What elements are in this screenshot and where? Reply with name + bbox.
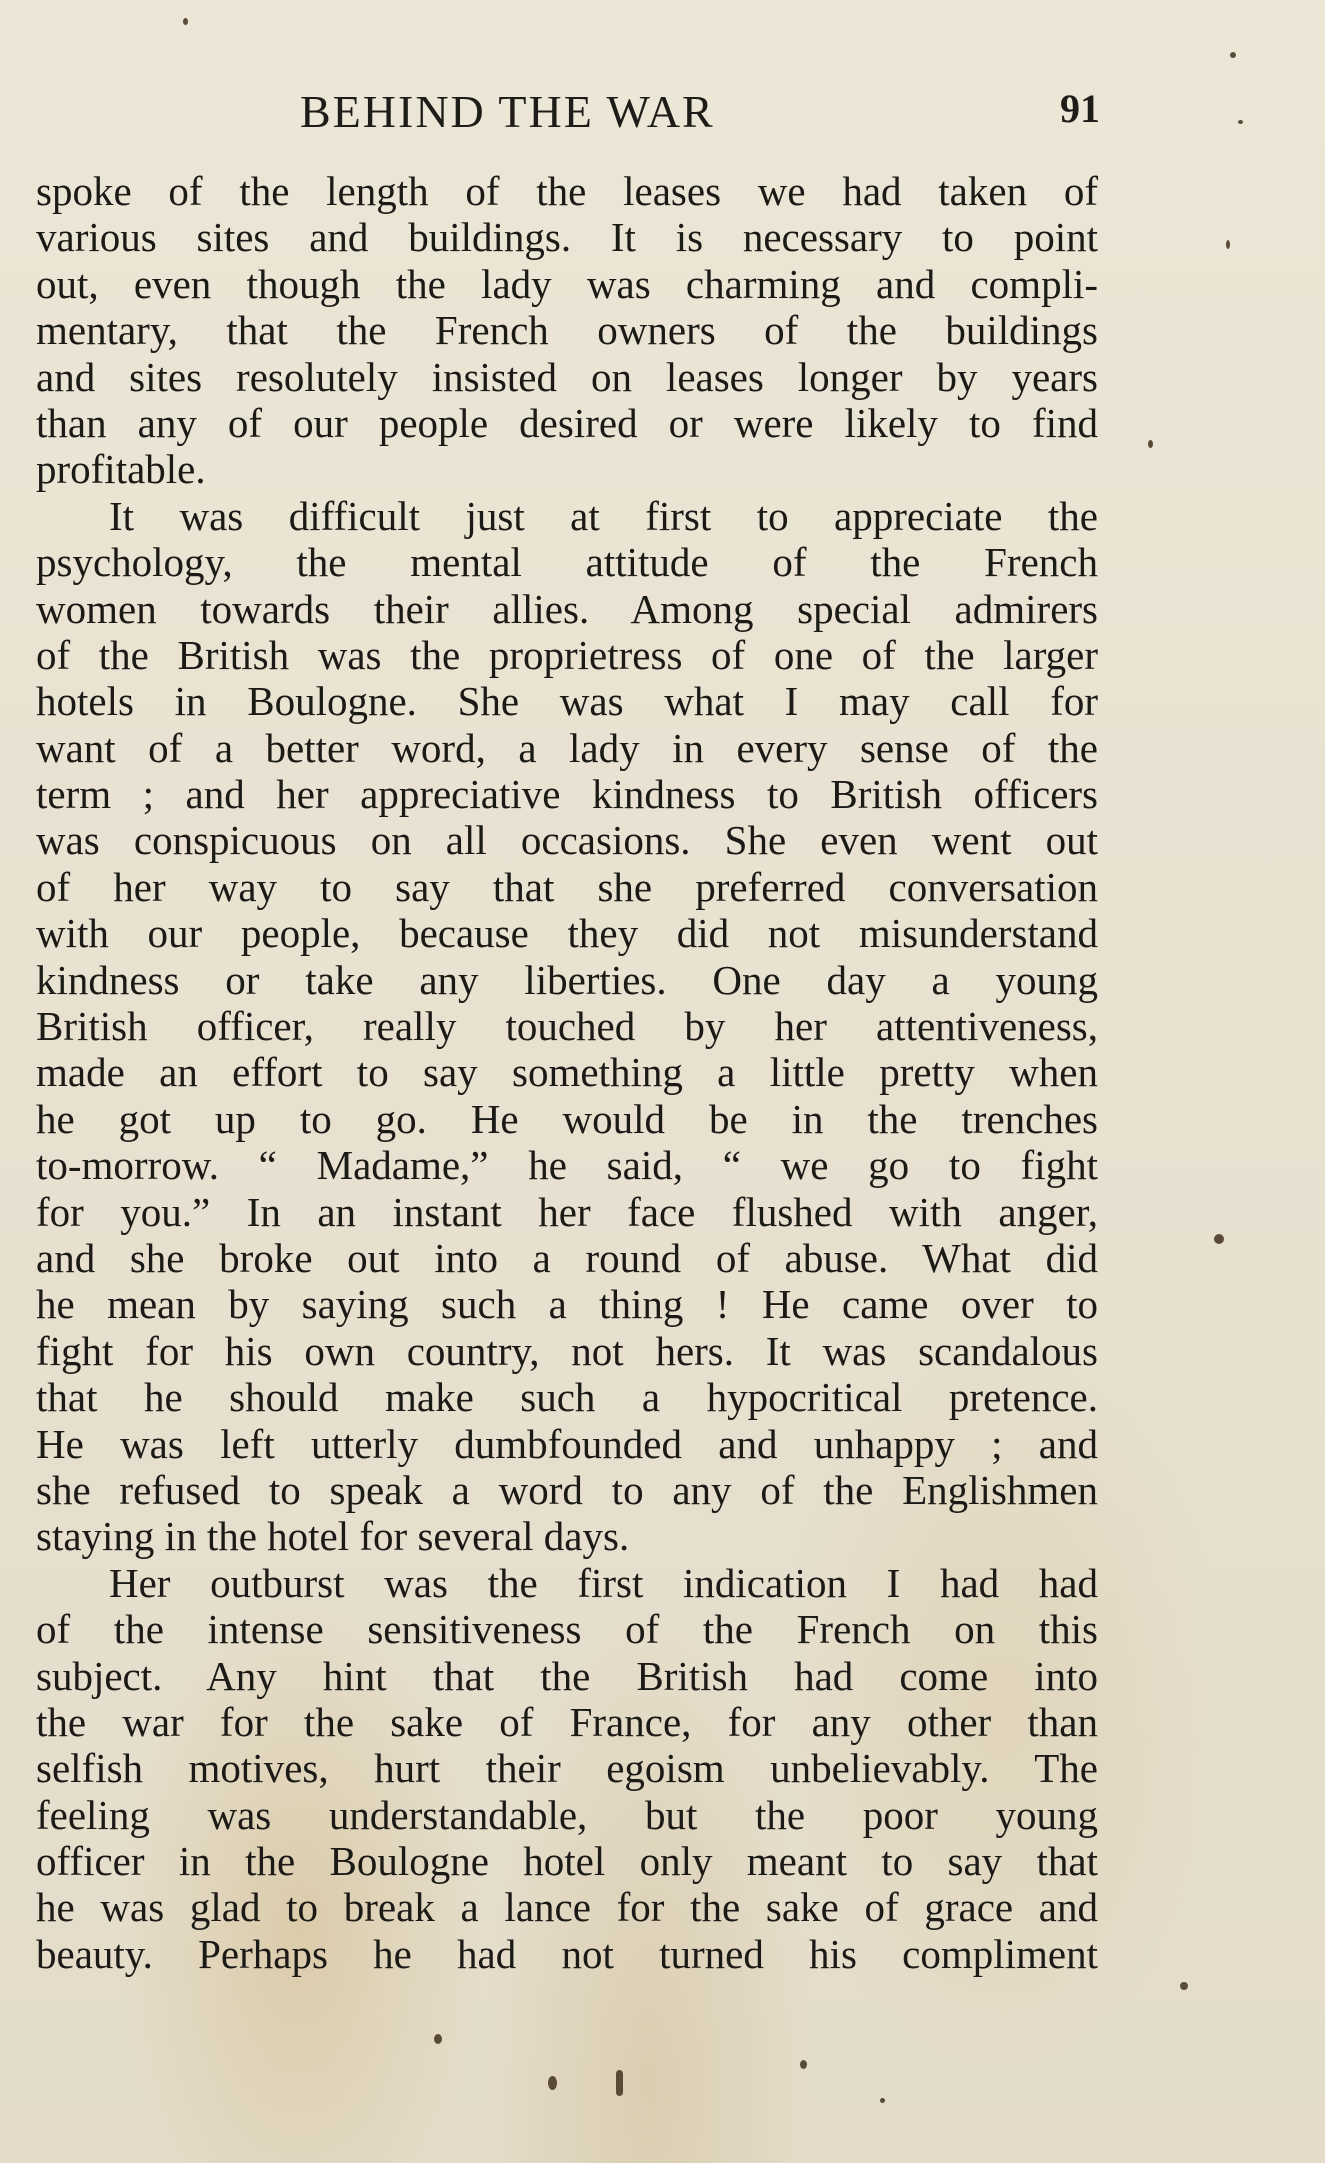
text-line: Her outburst was the first indication I had had <box>109 1559 1098 1606</box>
text-line: various sites and buildings. It is necessary to point <box>36 214 1098 261</box>
text-line: mentary, that the French owners of the buildings <box>36 307 1098 354</box>
foxing-spot <box>1180 1982 1188 1990</box>
text-line: out, even though the lady was charming and compli- <box>36 260 1098 307</box>
text-line: beauty. Perhaps he had not turned his compliment <box>36 1930 1098 1977</box>
text-line: He was left utterly dumbfounded and unhappy ; and <box>36 1420 1098 1467</box>
text-line: made an effort to say something a little pretty when <box>36 1049 1098 1096</box>
text-line: spoke of the length of the leases we had taken of <box>36 168 1098 214</box>
running-title: BEHIND THE WAR <box>300 86 715 137</box>
page-number: 91 <box>1060 86 1100 131</box>
text-line: subject. Any hint that the British had come into <box>36 1652 1098 1699</box>
text-line: was conspicuous on all occasions. She even went out <box>36 817 1098 864</box>
text-line: of the British was the proprietress of one of the larger <box>36 631 1098 678</box>
text-line: of the intense sensitiveness of the French on this <box>36 1606 1098 1653</box>
text-line: he got up to go. He would be in the trenches <box>36 1095 1098 1142</box>
text-line: and sites resolutely insisted on leases longer by years <box>36 353 1098 400</box>
text-line: he was glad to break a lance for the sake of grace and <box>36 1884 1098 1931</box>
text-line: to-morrow. “ Madame,” he said, “ we go to fight <box>36 1142 1098 1189</box>
text-line: kindness or take any liberties. One day a young <box>36 956 1098 1003</box>
foxing-spot <box>1230 52 1236 58</box>
foxing-spot <box>1238 120 1243 124</box>
foxing-spot <box>1226 240 1230 249</box>
text-line: and she broke out into a round of abuse. What did <box>36 1234 1098 1281</box>
foxing-spot <box>880 2098 885 2103</box>
text-line: officer in the Boulogne hotel only meant to say that <box>36 1838 1098 1885</box>
text-line: that he should make such a hypocritical pretence. <box>36 1374 1098 1421</box>
foxing-spot <box>1148 440 1153 448</box>
text-line: selfish motives, hurt their egoism unbelievably. The <box>36 1745 1098 1792</box>
text-line: of her way to say that she preferred conversation <box>36 863 1098 910</box>
text-line: British officer, really touched by her attentiveness, <box>36 1003 1098 1050</box>
body-text <box>36 168 1098 1977</box>
foxing-spot <box>800 2060 807 2069</box>
text-line: with our people, because they did not misunderstand <box>36 910 1098 957</box>
text-line: term ; and her appreciative kindness to British officers <box>36 771 1098 818</box>
text-line: want of a better word, a lady in every sense of the <box>36 724 1098 771</box>
foxing-spot <box>616 2070 623 2096</box>
text-line: for you.” In an instant her face flushed with anger, <box>36 1188 1098 1235</box>
text-line: women towards their allies. Among special admirers <box>36 585 1098 632</box>
foxing-spot <box>434 2034 442 2044</box>
text-line: fight for his own country, not hers. It was scandalous <box>36 1327 1098 1374</box>
foxing-spot <box>183 18 188 25</box>
text-line: hotels in Boulogne. She was what I may call for <box>36 678 1098 725</box>
text-line: staying in the hotel for several days. <box>36 1513 630 1560</box>
text-line: feeling was understandable, but the poor young <box>36 1791 1098 1838</box>
text-line: she refused to speak a word to any of the Englishmen <box>36 1466 1098 1513</box>
foxing-spot <box>548 2076 557 2090</box>
foxing-spot <box>1214 1234 1224 1244</box>
text-line: profitable. <box>36 446 206 493</box>
page-header <box>300 85 1100 145</box>
text-line: than any of our people desired or were likely to find <box>36 399 1098 446</box>
text-line: psychology, the mental attitude of the French <box>36 539 1098 586</box>
text-line: the war for the sake of France, for any other than <box>36 1698 1098 1745</box>
text-line: he mean by saying such a thing ! He came over to <box>36 1281 1098 1328</box>
text-line: It was difficult just at first to appreciate the <box>109 492 1098 539</box>
